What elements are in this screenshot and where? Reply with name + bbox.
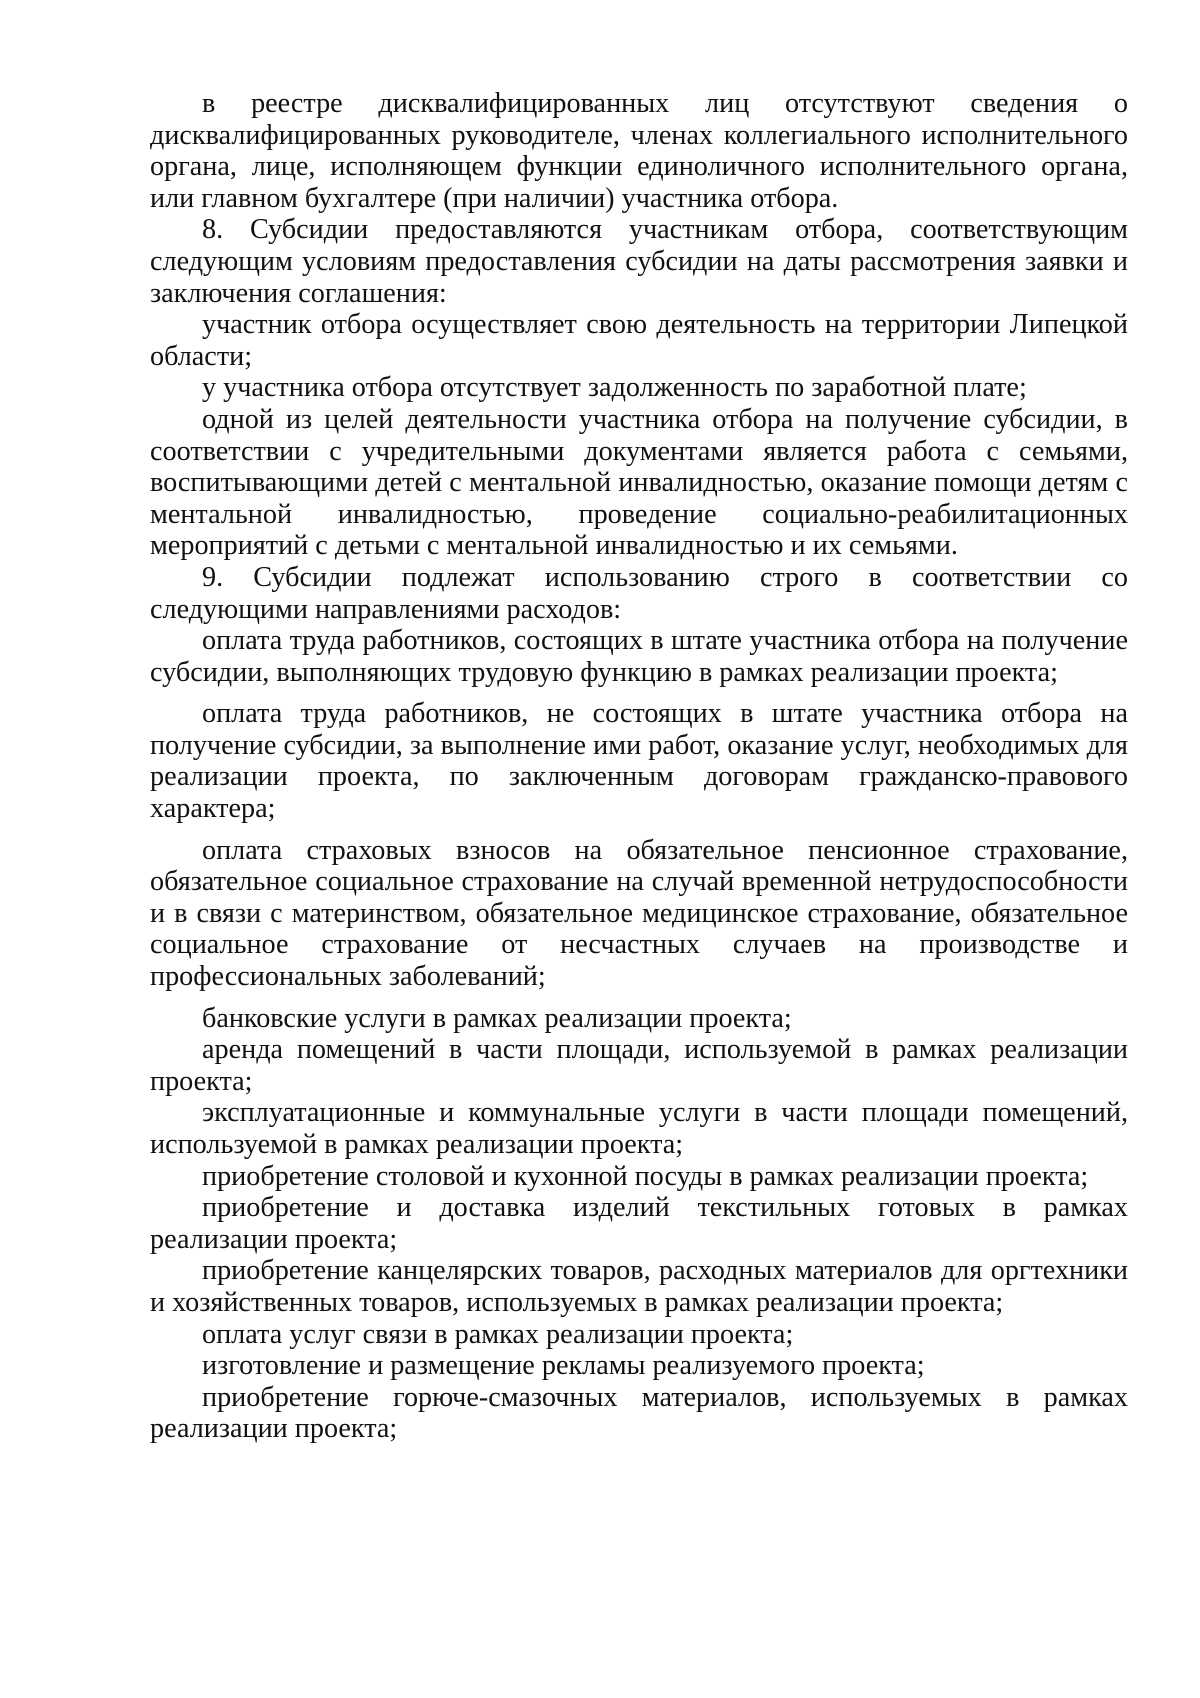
paragraph-clause-9: 9. Субсидии подлежат использованию строго в соответствии со следующими направлениями расходов:	[150, 561, 1128, 625]
paragraph-office-supplies: приобретение канцелярских товаров, расходных материалов для оргтехники и хозяйственных товаров, используемых в рамках реализации проекта;	[150, 1255, 1128, 1318]
paragraph-premises-rent: аренда помещений в части площади, используемой в рамках реализации проекта;	[150, 1034, 1128, 1097]
paragraph-activity-goals: одной из целей деятельности участника отбора на получение субсидии, в соответствии с учредительными документами является работа с семьями, воспитывающими детей с ментальной инвалидностью, оказание помощи детям с ментальной инвалидностью, проведение социально-реабилитационных мероприятий с детьми с ментальной инвалидностью и их семьями.	[150, 403, 1128, 562]
paragraph-communication-services: оплата услуг связи в рамках реализации проекта;	[202, 1318, 794, 1350]
paragraph-no-wage-debt: у участника отбора отсутствует задолженность по заработной плате;	[202, 372, 1027, 404]
paragraph-contract-salary: оплата труда работников, не состоящих в штате участника отбора на получение субсидии, за выполнение ими работ, оказание услуг, необходимых для реализации проекта, по заключенным договорам гражданско-правового характера;	[150, 698, 1128, 825]
paragraph-textiles: приобретение и доставка изделий текстильных готовых в рамках реализации проекта;	[150, 1192, 1128, 1255]
paragraph-disqualified-registry: в реестре дисквалифицированных лиц отсутствуют сведения о дисквалифицированных руководителе, членах коллегиального исполнительного органа, лице, исполняющем функции единоличного исполнительного органа, или главном бухгалтере (при наличии) участника отбора.	[150, 88, 1128, 214]
paragraph-advertising: изготовление и размещение рекламы реализуемого проекта;	[202, 1350, 925, 1382]
paragraph-banking-services: банковские услуги в рамках реализации проекта;	[202, 1002, 792, 1034]
paragraph-utilities: эксплуатационные и коммунальные услуги в части площади помещений, используемой в рамках реализации проекта;	[150, 1097, 1128, 1160]
paragraph-tableware: приобретение столовой и кухонной посуды в рамках реализации проекта;	[202, 1160, 1089, 1192]
document-body	[150, 88, 1128, 1445]
paragraph-fuel-lubricants: приобретение горюче-смазочных материалов, используемых в рамках реализации проекта;	[150, 1381, 1128, 1445]
paragraph-staff-salary: оплата труда работников, состоящих в штате участника отбора на получение субсидии, выполняющих трудовую функцию в рамках реализации проекта;	[150, 625, 1128, 688]
paragraph-clause-8: 8. Субсидии предоставляются участникам отбора, соответствующим следующим условиям предоставления субсидии на даты рассмотрения заявки и заключения соглашения:	[150, 214, 1128, 309]
paragraph-lipetsk-territory: участник отбора осуществляет свою деятельность на территории Липецкой области;	[150, 309, 1128, 372]
paragraph-insurance-contributions: оплата страховых взносов на обязательное пенсионное страхование, обязательное социальное страхование на случай временной нетрудоспособности и в связи с материнством, обязательное медицинское страхование, обязательное социальное страхование от несчастных случаев на производстве и профессиональных заболеваний;	[150, 834, 1128, 993]
